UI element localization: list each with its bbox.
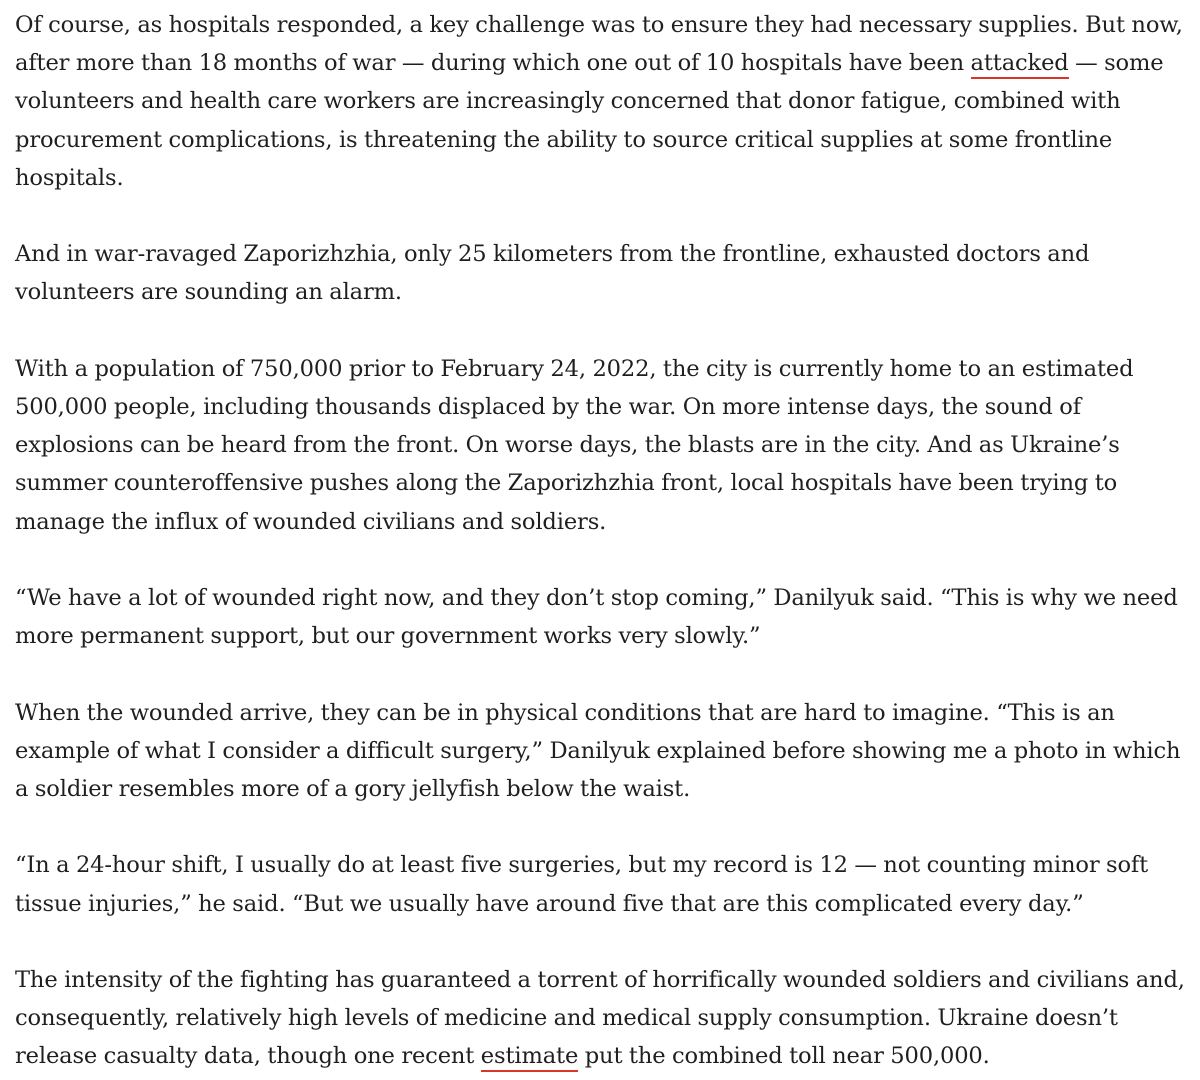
paragraph-casualties-text-after: put the combined toll near 500,000. (578, 1043, 990, 1070)
attacked-link[interactable]: attacked (971, 50, 1069, 79)
paragraph-danilyuk-quote: “We have a lot of wounded right now, and they don’t stop coming,” Danilyuk said. “This is why we need more permanent support, but our government works very slowly.” (15, 585, 1178, 650)
paragraph-supplies-text-before: Of course, as hospitals responded, a key challenge was to ensure they had necessary supplies. But now, after more than 18 months of war — during which one out of 10 hospitals have been (15, 12, 1183, 77)
paragraph-population: With a population of 750,000 prior to February 24, 2022, the city is currently home to an estimated 500,000 people, including thousands displaced by the war. On more intense days, the sound of explosions can be heard from the front. On worse days, the blasts are in the city. And as Ukraine’s summer counteroffensive pushes along the Zaporizhzhia front, local hospitals have been trying to manage the influx of wounded civilians and soldiers. (15, 355, 1134, 535)
paragraph-supplies-text-after: — some volunteers and health care workers are increasingly concerned that donor fatigue, combined with procurement complications, is threatening the ability to source critical supplies at some frontline hospitals. (15, 50, 1164, 191)
paragraph-casualties (15, 961, 1185, 1076)
paragraph-casualties-text-before: The intensity of the fighting has guaranteed a torrent of horrifically wounded soldiers and civilians and, consequently, relatively high levels of medicine and medical supply consumption. Ukraine doesn’t release casualty data, though one recent (15, 966, 1185, 1070)
paragraph-surgeries-quote: “In a 24-hour shift, I usually do at least five surgeries, but my record is 12 — not counting minor soft tissue injuries,” he said. “But we usually have around five that are this complicated every day.” (15, 852, 1149, 917)
estimate-link[interactable]: estimate (481, 1043, 578, 1072)
paragraph-wounded-arrive: When the wounded arrive, they can be in physical conditions that are hard to imagine. “This is an example of what I consider a difficult surgery,” Danilyuk explained before showing me a photo in which a soldier resembles more of a gory jellyfish below the waist. (15, 699, 1181, 802)
paragraph-zaporizhzhia: And in war-ravaged Zaporizhzhia, only 25 kilometers from the frontline, exhausted doctors and volunteers are sounding an alarm. (15, 241, 1090, 306)
article-body (15, 6, 1185, 1076)
paragraph-supplies (15, 6, 1185, 197)
